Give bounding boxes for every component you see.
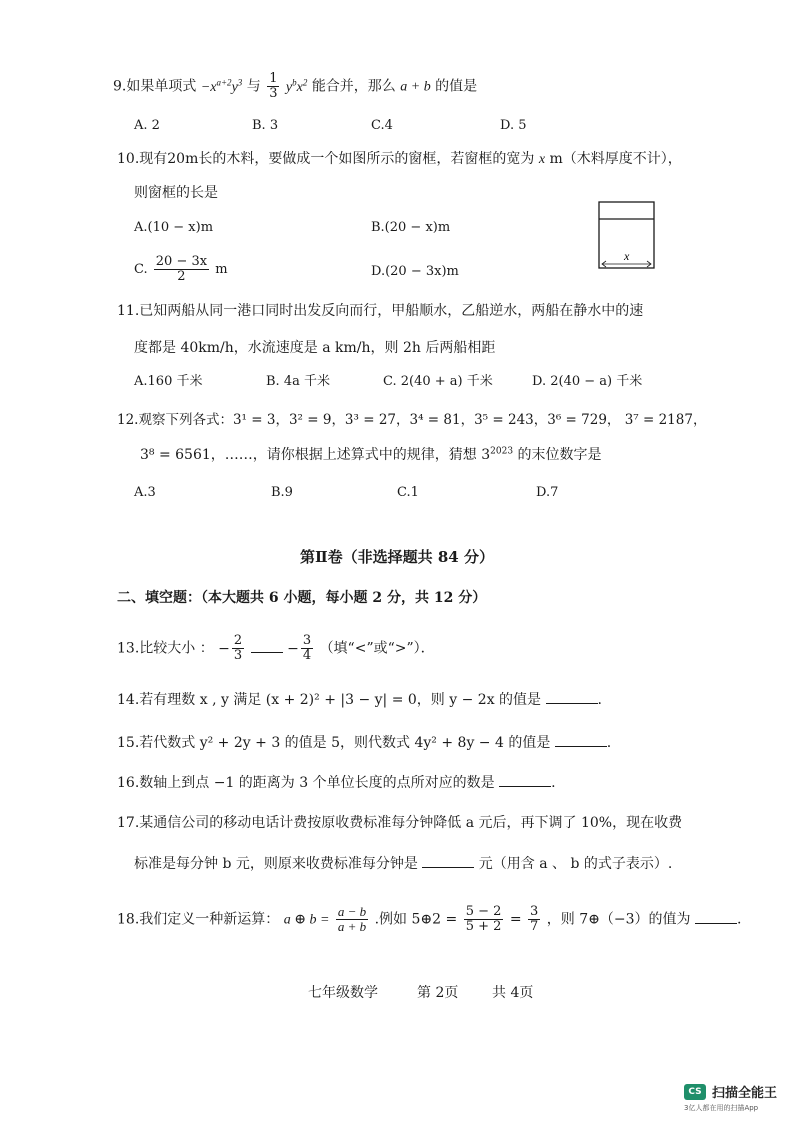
- q10-option-c-fraction: [154, 255, 209, 284]
- q12-option-a[interactable]: A.3: [134, 485, 156, 500]
- q18-example-result: $\frac{3}{7}$: [530, 904, 539, 934]
- q17-line2-pre: 标准是每分钟 b 元，则原来收费标准每分钟是: [134, 856, 418, 872]
- q17-line2-post: 元（用含 a 、 b 的式子表示）.: [478, 856, 673, 872]
- q10-option-b[interactable]: B.(20 − x)m: [371, 220, 451, 235]
- q13: [117, 634, 435, 663]
- q13-lhs: − $\frac{2}{3}$: [218, 633, 243, 663]
- q14-text-post: .: [597, 692, 602, 708]
- q10-option-c-den: 2: [177, 269, 186, 284]
- footer-page: 第 2页: [417, 985, 459, 1001]
- q9-text-mid1: 与: [246, 78, 261, 95]
- q13-answer-blank[interactable]: [251, 640, 283, 653]
- footer-subject: 七年级数学: [308, 985, 378, 1001]
- q18: 18.我们定义一种新运算： a ⊕ b = $\frac{a - b}{a + b}$ .例如 5⊕2 = $\frac{5 - 2}{5 + 2}$ = $\frac{3}{7}$ ，则 7⊕（−3）的值为 .: [117, 904, 742, 934]
- q10-line1-unit: m（木料厚度不计），: [549, 151, 682, 167]
- q9-option-a[interactable]: A. 2: [134, 118, 160, 133]
- q10-option-c-num: 20 − 3x: [155, 254, 208, 269]
- q14: [117, 691, 602, 709]
- q11-line1: 11.已知两船从同一港口同时出发反向而行，甲船顺水，乙船逆水，两船在静水中的速: [117, 303, 644, 319]
- q12-option-b[interactable]: B.9: [271, 485, 293, 500]
- q10-option-d[interactable]: D.(20 − 3x)m: [371, 264, 459, 279]
- q10-var-x: x: [538, 152, 546, 167]
- q10-option-c-unit: m: [215, 262, 228, 277]
- q10-line2: 则窗框的长是: [134, 185, 218, 201]
- q12-option-c[interactable]: C.1: [397, 485, 419, 500]
- q16-text-post: .: [551, 775, 556, 791]
- q9-term1: $-x^{a+2}y^3$: [200, 76, 243, 95]
- q18-text-pre: 18.我们定义一种新运算：: [117, 911, 280, 928]
- q9-text-mid2: 能合并，那么: [311, 78, 396, 95]
- q9-text-pre: 9.如果单项式: [113, 78, 197, 95]
- q15-text-post: .: [606, 735, 612, 751]
- q9-option-d[interactable]: D. 5: [500, 118, 527, 133]
- q18-def-fraction: $\frac{a - b}{a + b}$: [337, 904, 367, 934]
- q12-line2-post: 的末位数字是: [517, 447, 602, 463]
- q9-option-c[interactable]: C.4: [371, 118, 393, 133]
- q9-stem: [113, 72, 477, 101]
- q10-option-c-label: C.: [134, 262, 148, 277]
- q12-line1: 12.观察下列各式：3¹ = 3，3² = 9，3³ = 27，3⁴ = 81，3⁵ = 243，3⁶ = 729， 3⁷ = 2187，: [117, 412, 707, 428]
- q17-line1: 17.某通信公司的移动电话计费按原收费标准每分钟降低 a 元后，再下调了 10%，现在收费: [117, 815, 683, 831]
- q14-answer-blank[interactable]: [546, 691, 598, 704]
- width-label: x: [624, 249, 630, 263]
- q9-term2: $y^bx^2$: [285, 76, 308, 95]
- q11-line2: 度都是 40km/h，水流速度是 a km/h，则 2h 后两船相距: [134, 340, 496, 356]
- q18-text-mid: .例如 5⊕2 =: [374, 911, 458, 928]
- q10-option-a[interactable]: A.(10 − x)m: [134, 220, 214, 235]
- q9-text-post: 的值是: [435, 78, 478, 95]
- camscanner-tagline: 3亿人都在用的扫描App: [684, 1104, 759, 1112]
- section-title: 第Ⅱ卷（非选择题共 84 分）: [300, 548, 494, 566]
- footer-total: 共 4页: [492, 985, 534, 1001]
- q10-line1-text: 10.现有20m长的木料，要做成一个如图所示的窗框，若窗框的宽为: [117, 151, 535, 167]
- q12-line2-pre: 3⁸ = 6561，……，请你根据上述算式中的规律，猜想 3: [140, 447, 491, 463]
- q9-expr: a + b: [400, 79, 431, 95]
- q12-exponent: 2023: [490, 446, 514, 457]
- q18-text-post: ，则 7⊕（−3）的值为: [546, 911, 691, 928]
- q14-text-pre: 14.若有理数: [117, 692, 196, 708]
- q14-text-mid: x , y 满足 (x + 2)² + |3 − y| = 0，则 y − 2x 的值是: [199, 692, 542, 708]
- q13-rhs: − $\frac{3}{4}$: [287, 633, 312, 663]
- q12-option-d[interactable]: D.7: [536, 485, 559, 500]
- q11-option-b[interactable]: B. 4a 千米: [266, 374, 330, 389]
- window-frame-figure: [596, 200, 658, 272]
- q12-line2: [140, 446, 602, 464]
- scanner-watermark: [684, 1082, 777, 1101]
- q13-text-post: （填“<”或“>”）．: [319, 640, 435, 657]
- q16: [117, 774, 556, 792]
- q15-text: 15.若代数式 y² + 2y + 3 的值是 5，则代数式 4y² + 8y − 4 的值是: [117, 735, 551, 751]
- q13-text-pre: 13.比较大小 ：: [117, 640, 214, 657]
- q11-option-a[interactable]: A.160 千米: [134, 374, 203, 389]
- q10-line1: [117, 150, 682, 169]
- q15: [117, 734, 611, 752]
- fill-in-heading: 二、填空题：（本大题共 6 小题，每小题 2 分，共 12 分）: [117, 590, 487, 606]
- camscanner-logo-icon: CS: [684, 1084, 706, 1100]
- q18-operator-def: a ⊕ b =: [283, 912, 330, 928]
- q11-option-d[interactable]: D. 2(40 − a) 千米: [532, 374, 643, 389]
- q15-answer-blank[interactable]: [555, 734, 607, 747]
- q9-fraction: $\frac{1}{3}$: [269, 71, 278, 101]
- camscanner-name: 扫描全能王: [712, 1086, 778, 1101]
- q18-example-fraction: $\frac{5 - 2}{5 + 2}$: [465, 904, 502, 934]
- q17-line2: [134, 855, 672, 873]
- q11-option-c[interactable]: C. 2(40 + a) 千米: [383, 374, 493, 389]
- q18-answer-blank[interactable]: [695, 911, 737, 924]
- q18-text-end: .: [736, 911, 742, 928]
- q17-answer-blank[interactable]: [422, 855, 474, 868]
- q9-option-b[interactable]: B. 3: [252, 118, 279, 133]
- q16-answer-blank[interactable]: [499, 774, 551, 787]
- q16-text: 16.数轴上到点 −1 的距离为 3 个单位长度的点所对应的数是: [117, 775, 495, 791]
- q10-option-c[interactable]: [134, 255, 228, 284]
